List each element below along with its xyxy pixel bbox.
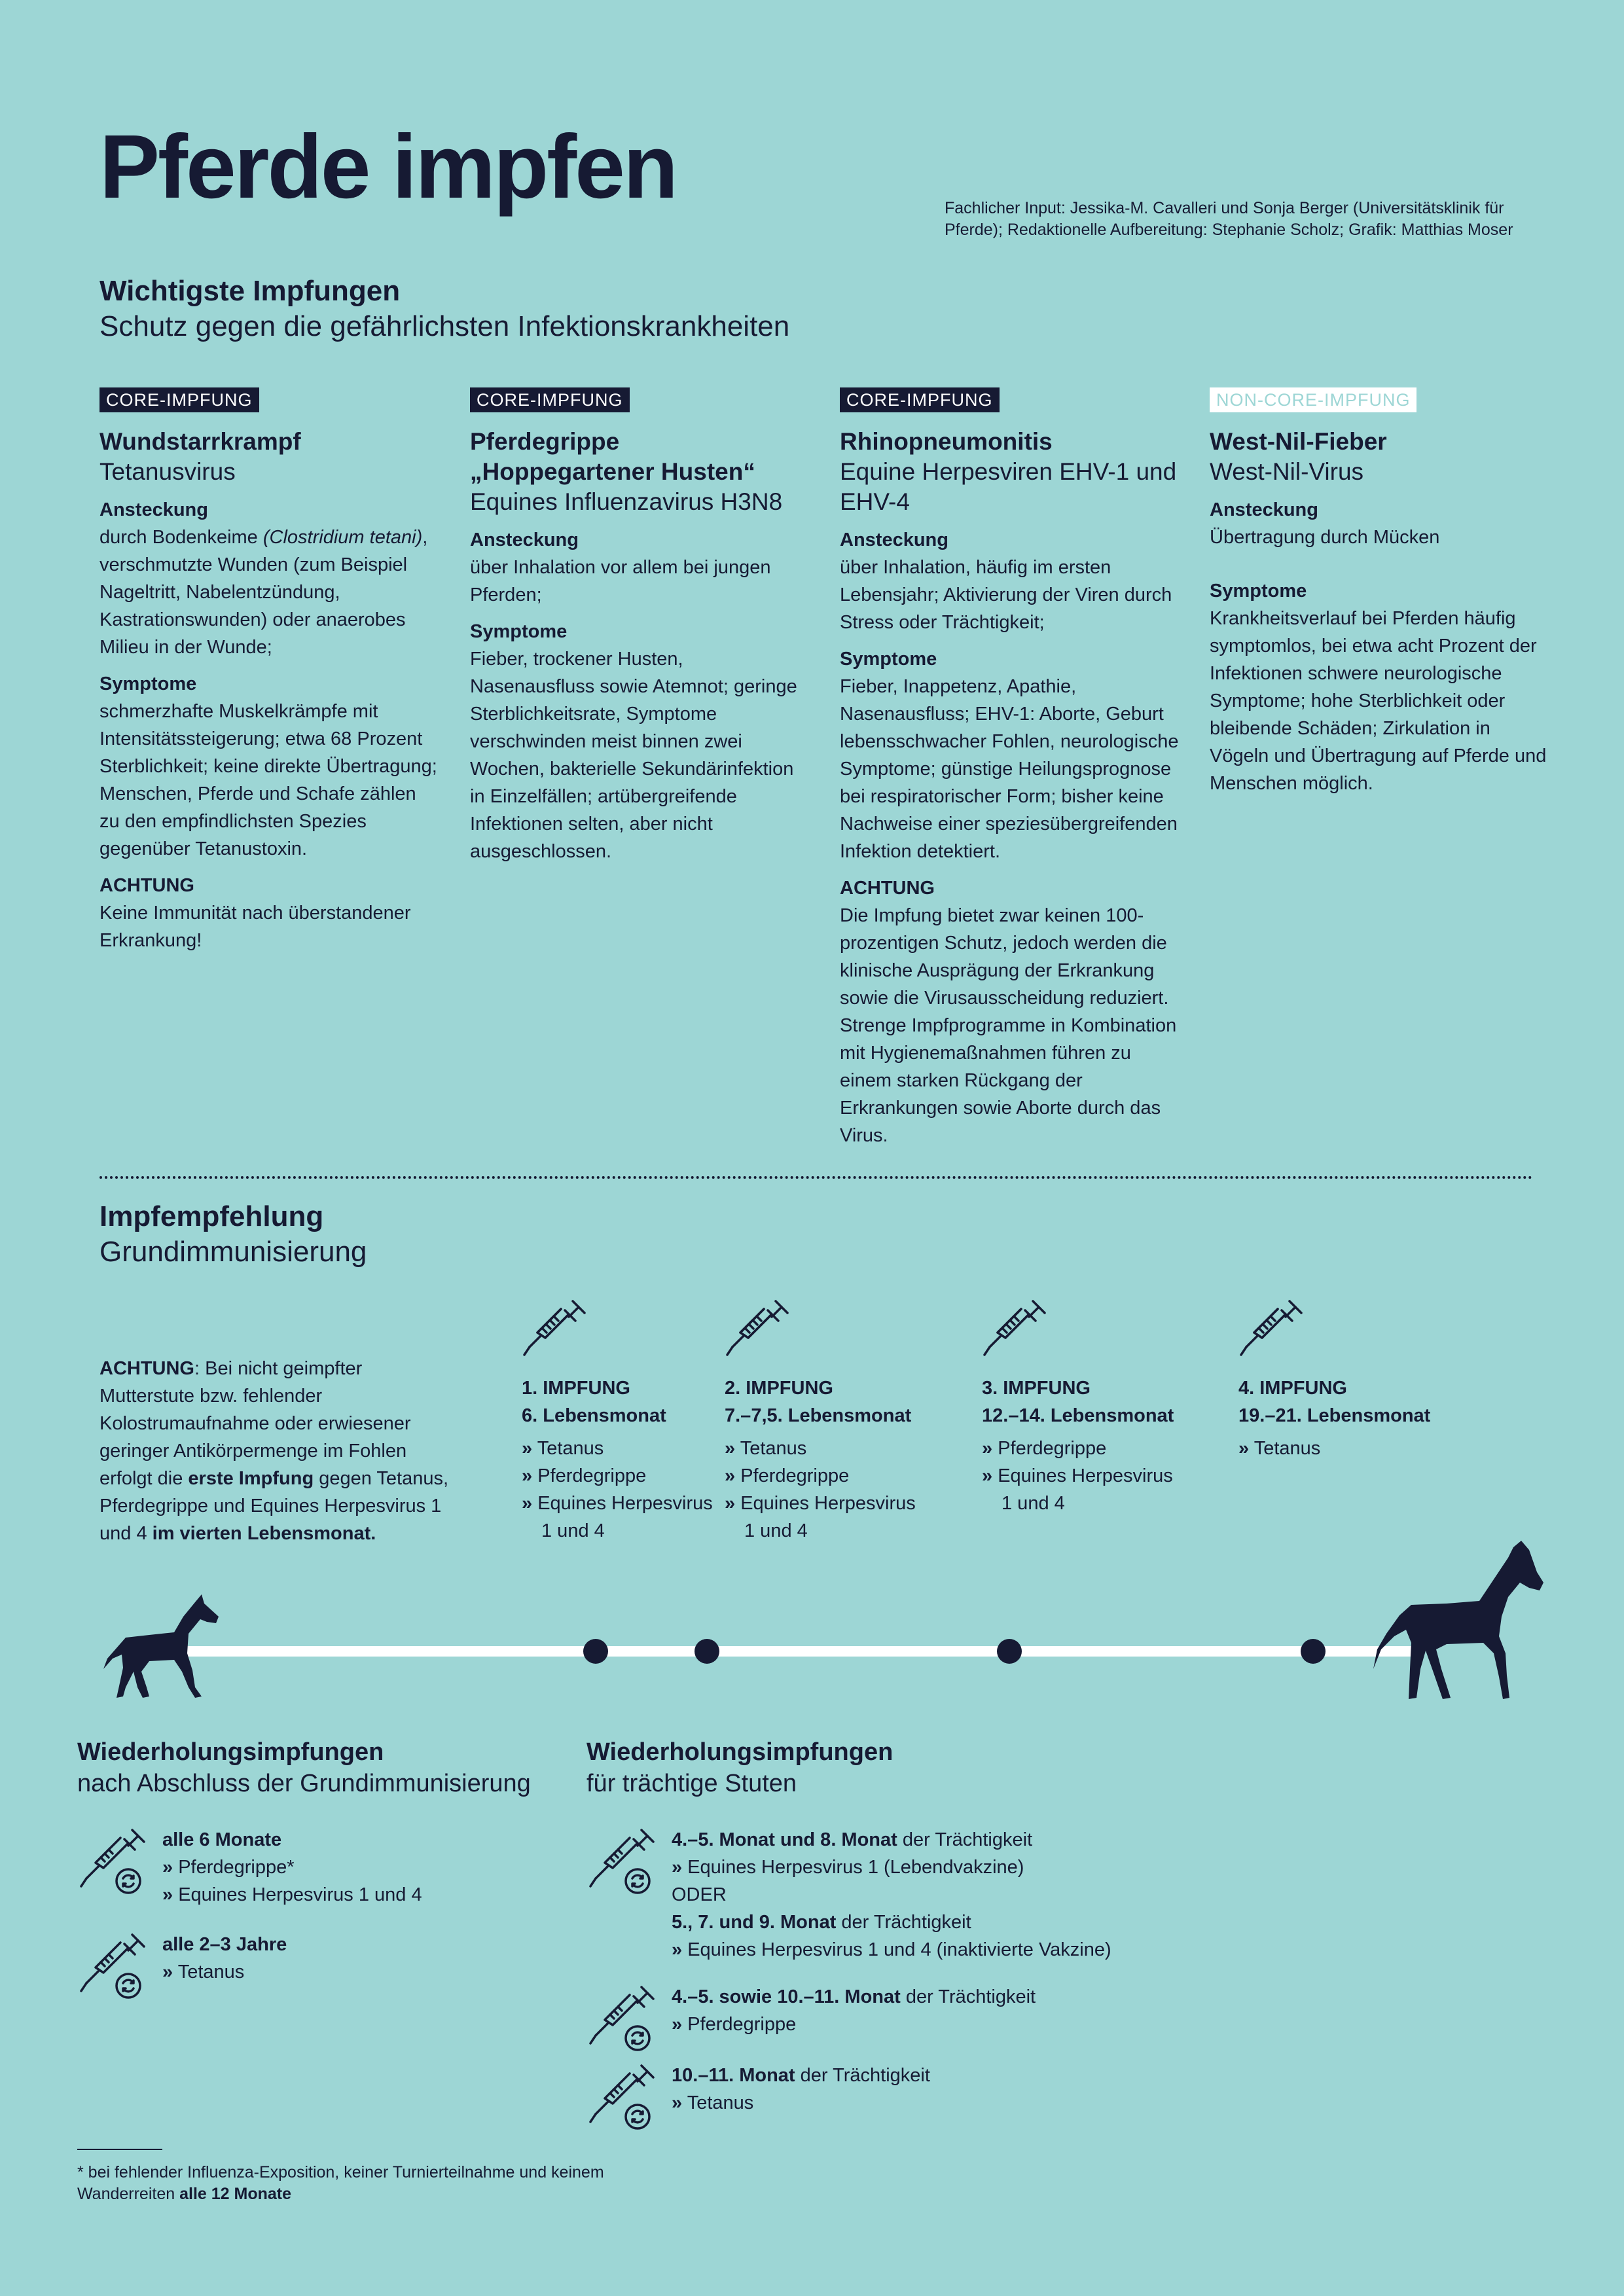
- repeat-interval: alle 6 Monate: [162, 1829, 282, 1850]
- dose-item: » Equines Herpesvirus 1 und 4: [725, 1493, 916, 1541]
- dose-month: 7.–7,5. Lebensmonat: [725, 1405, 912, 1426]
- note-label: ACHTUNG: [99, 1358, 194, 1379]
- dose-title: 1. IMPFUNG: [522, 1378, 630, 1399]
- section-title: Wiederholungsimpfungen: [77, 1738, 384, 1766]
- dose-item: » Pferdegrippe: [982, 1438, 1107, 1459]
- page-title: Pferde impfen: [99, 117, 677, 217]
- infection-label: Ansteckung: [99, 499, 208, 520]
- symptoms-label: Symptome: [99, 673, 197, 694]
- timeline-marker: [583, 1639, 608, 1664]
- syringe-icon: [725, 1296, 790, 1361]
- disease-name-alt: „Hoppegartener Husten“: [470, 458, 755, 485]
- repeat-item: » Pferdegrippe: [672, 2014, 797, 2035]
- symptoms-text: Fieber, Inappetenz, Apathie, Nasenausfluss; EHV-1: Aborte, Geburt lebensschwacher Fohlen, neurologische Symptome; günstige Heilungsprognose bei respiratorischer Form; bisher keine Nachweise einer speziesübergreifenden Infektion detektiert.: [840, 676, 1179, 862]
- disease-name: West-Nil-Fieber: [1210, 428, 1387, 455]
- dose-2: [725, 1296, 941, 1545]
- repeat-or: ODER: [672, 1884, 727, 1905]
- symptoms-block: [840, 645, 1180, 865]
- syringe-repeat-icon: [77, 1931, 149, 2003]
- infection-block: [1210, 496, 1550, 551]
- section-title: Wiederholungsimpfungen: [586, 1738, 893, 1766]
- dose-month: 12.–14. Lebensmonat: [982, 1405, 1174, 1426]
- warning-text: Die Impfung bietet zwar keinen 100-prozentigen Schutz, jedoch werden die klinische Ausprägung der Erkrankung sowie die Virusausscheidung reduziert. Strenge Impfprogramme in Kombination mit Hygienemaßnahmen führen zu einem starken Rückgang der Erkrankungen sowie Aborte durch das Virus.: [840, 905, 1177, 1146]
- section-heading-schedule: [99, 1199, 367, 1270]
- infection-label: Ansteckung: [840, 529, 948, 550]
- disease-card-tetanus: [99, 386, 440, 963]
- repeat-item: » Equines Herpesvirus 1 und 4: [162, 1884, 422, 1905]
- warning-note: ACHTUNG: Bei nicht geimpfter Mutterstute bzw. fehlender Kolostrumaufnahme oder erwiesener geringer Antikörpermenge im Fohlen erfolgt die erste Impfung gegen Tetanus, Pferdegrippe und Equines Herpesvirus 1 und 4 im vierten Lebensmonat.: [99, 1358, 449, 1544]
- foal-icon: [97, 1590, 228, 1702]
- syringe-icon: [982, 1296, 1047, 1361]
- dose-item: » Equines Herpesvirus 1 und 4: [982, 1465, 1173, 1514]
- infection-text: über Inhalation vor allem bei jungen Pferden;: [470, 557, 771, 605]
- symptoms-text: schmerzhafte Muskelkrämpfe mit Intensitätssteigerung; etwa 68 Prozent Sterblichkeit; keine direkte Übertragung; Menschen, Pferde und Schafe zählen zu den empfindlichsten Spezies gegenüber Tetanustoxin.: [99, 701, 437, 859]
- disease-virus: Equines Influenzavirus H3N8: [470, 488, 783, 515]
- non-core-badge: NON-CORE-IMPFUNG: [1210, 387, 1416, 412]
- symptoms-block: [1210, 577, 1550, 797]
- infection-label: Ansteckung: [470, 529, 579, 550]
- disease-virus: Tetanusvirus: [99, 458, 236, 485]
- disease-name: Rhinopneumonitis: [840, 428, 1053, 455]
- dose-item: » Pferdegrippe: [725, 1465, 850, 1486]
- dose-item: » Equines Herpesvirus 1 und 4: [522, 1493, 713, 1541]
- dose-item: » Tetanus: [522, 1438, 604, 1459]
- timeline-bar: [157, 1646, 1414, 1657]
- timeline-marker: [1301, 1639, 1326, 1664]
- section-heading-vaccinations: [99, 274, 789, 344]
- repeat-item: » Tetanus: [672, 2092, 754, 2113]
- dose-1: [522, 1296, 738, 1545]
- timeline-marker: [997, 1639, 1022, 1664]
- dose-title: 2. IMPFUNG: [725, 1378, 833, 1399]
- warning-block: [99, 872, 440, 954]
- symptoms-label: Symptome: [1210, 581, 1307, 601]
- disease-name: Pferdegrippe: [470, 428, 620, 455]
- core-badge: CORE-IMPFUNG: [470, 387, 630, 412]
- repeat-item: » Equines Herpesvirus 1 (Lebendvakzine): [672, 1857, 1024, 1878]
- section-title: Impfempfehlung: [99, 1200, 324, 1232]
- syringe-icon: [1238, 1296, 1304, 1361]
- syringe-repeat-icon: [586, 2062, 659, 2134]
- warning-block: [840, 874, 1180, 1149]
- disease-virus: West-Nil-Virus: [1210, 458, 1364, 485]
- disease-card-influenza: [470, 386, 810, 874]
- repeat-item: » Equines Herpesvirus 1 und 4 (inaktivierte Vakzine): [672, 1939, 1111, 1960]
- infection-block: [470, 526, 810, 609]
- symptoms-block: [99, 670, 440, 863]
- warning-label: ACHTUNG: [99, 875, 194, 896]
- dose-month: 19.–21. Lebensmonat: [1238, 1405, 1431, 1426]
- repeat-interval: 4.–5. Monat und 8. Monat der Trächtigkeit: [672, 1829, 1033, 1850]
- dose-title: 4. IMPFUNG: [1238, 1378, 1347, 1399]
- dose-item: » Tetanus: [1238, 1438, 1321, 1459]
- section-subtitle: nach Abschluss der Grundimmunisierung: [77, 1770, 531, 1797]
- repeat-heading-right: [586, 1736, 893, 1799]
- symptoms-block: [470, 618, 810, 865]
- syringe-repeat-icon: [77, 1826, 149, 1898]
- infection-block: [840, 526, 1180, 636]
- dose-3: [982, 1296, 1198, 1517]
- symptoms-text: Fieber, trockener Husten, Nasenausfluss sowie Atemnot; geringe Sterblichkeitsrate, Symptome verschwinden meist binnen zwei Wochen, bakterielle Sekundärinfektion in Einzelfällen; artübergreifende Infektionen selten, aber nicht ausgeschlossen.: [470, 649, 797, 862]
- warning-text: Keine Immunität nach überstandener Erkrankung!: [99, 903, 411, 951]
- section-divider: [99, 1176, 1533, 1179]
- dose-item: » Pferdegrippe: [522, 1465, 647, 1486]
- horse-icon: [1368, 1538, 1551, 1702]
- repeat-interval: 4.–5. sowie 10.–11. Monat der Trächtigkeit: [672, 1986, 1036, 2007]
- infection-text: über Inhalation, häufig im ersten Lebensjahr; Aktivierung der Viren durch Stress oder Trächtigkeit;: [840, 557, 1172, 633]
- repeat-item: » Tetanus: [162, 1962, 245, 1982]
- credits: Fachlicher Input: Jessika-M. Cavalleri und Sonja Berger (Universitätsklinik für Pferde); Redaktionelle Aufbereitung: Stephanie Scholz; Grafik: Matthias Moser: [945, 199, 1513, 239]
- section-title: Wichtigste Impfungen: [99, 275, 401, 307]
- infection-text: Übertragung durch Mücken: [1210, 527, 1440, 548]
- infection-text: durch Bodenkeime (Clostridium tetani), verschmutzte Wunden (zum Beispiel Nageltritt, Nabelentzündung, Kastrationswunden) oder anaerobes Milieu in der Wunde;: [99, 527, 428, 658]
- warning-label: ACHTUNG: [840, 878, 935, 899]
- repeat-interval: 10.–11. Monat der Trächtigkeit: [672, 2065, 930, 2086]
- repeat-item: » Pferdegrippe*: [162, 1857, 295, 1878]
- syringe-repeat-icon: [586, 1826, 659, 1898]
- dose-month: 6. Lebensmonat: [522, 1405, 666, 1426]
- symptoms-text: Krankheitsverlauf bei Pferden häufig symptomlos, bei etwa acht Prozent der Infektionen schwere neurologische Symptome; hohe Sterblichkeit oder bleibende Schäden; Zirkulation in Vögeln und Übertragung auf Pferde und Menschen möglich.: [1210, 608, 1547, 794]
- symptoms-label: Symptome: [470, 621, 568, 642]
- syringe-repeat-icon: [586, 1983, 659, 2055]
- symptoms-label: Symptome: [840, 649, 937, 670]
- footnote-rule: [77, 2149, 162, 2150]
- disease-card-rhinopneumonitis: [840, 386, 1180, 1158]
- dose-4: [1238, 1296, 1454, 1462]
- repeat-interval: alle 2–3 Jahre: [162, 1934, 287, 1955]
- section-subtitle: Grundimmunisierung: [99, 1236, 367, 1268]
- infection-block: [99, 496, 440, 661]
- infection-label: Ansteckung: [1210, 499, 1318, 520]
- repeat-heading-left: [77, 1736, 531, 1799]
- footnote: * bei fehlender Influenza-Exposition, keiner Turnierteilnahme und keinem Wanderreiten alle 12 Monate: [77, 2163, 604, 2203]
- timeline-marker: [695, 1639, 719, 1664]
- section-subtitle: Schutz gegen die gefährlichsten Infektionskrankheiten: [99, 310, 790, 342]
- dose-item: » Tetanus: [725, 1438, 807, 1459]
- syringe-icon: [522, 1296, 587, 1361]
- disease-virus: Equine Herpesviren EHV-1 und EHV-4: [840, 458, 1177, 515]
- disease-card-west-nile: [1210, 386, 1550, 806]
- disease-name: Wundstarrkrampf: [99, 428, 301, 455]
- repeat-interval: 5., 7. und 9. Monat der Trächtigkeit: [672, 1912, 971, 1933]
- core-badge: CORE-IMPFUNG: [99, 387, 259, 412]
- section-subtitle: für trächtige Stuten: [586, 1770, 797, 1797]
- core-badge: CORE-IMPFUNG: [840, 387, 1000, 412]
- dose-title: 3. IMPFUNG: [982, 1378, 1091, 1399]
